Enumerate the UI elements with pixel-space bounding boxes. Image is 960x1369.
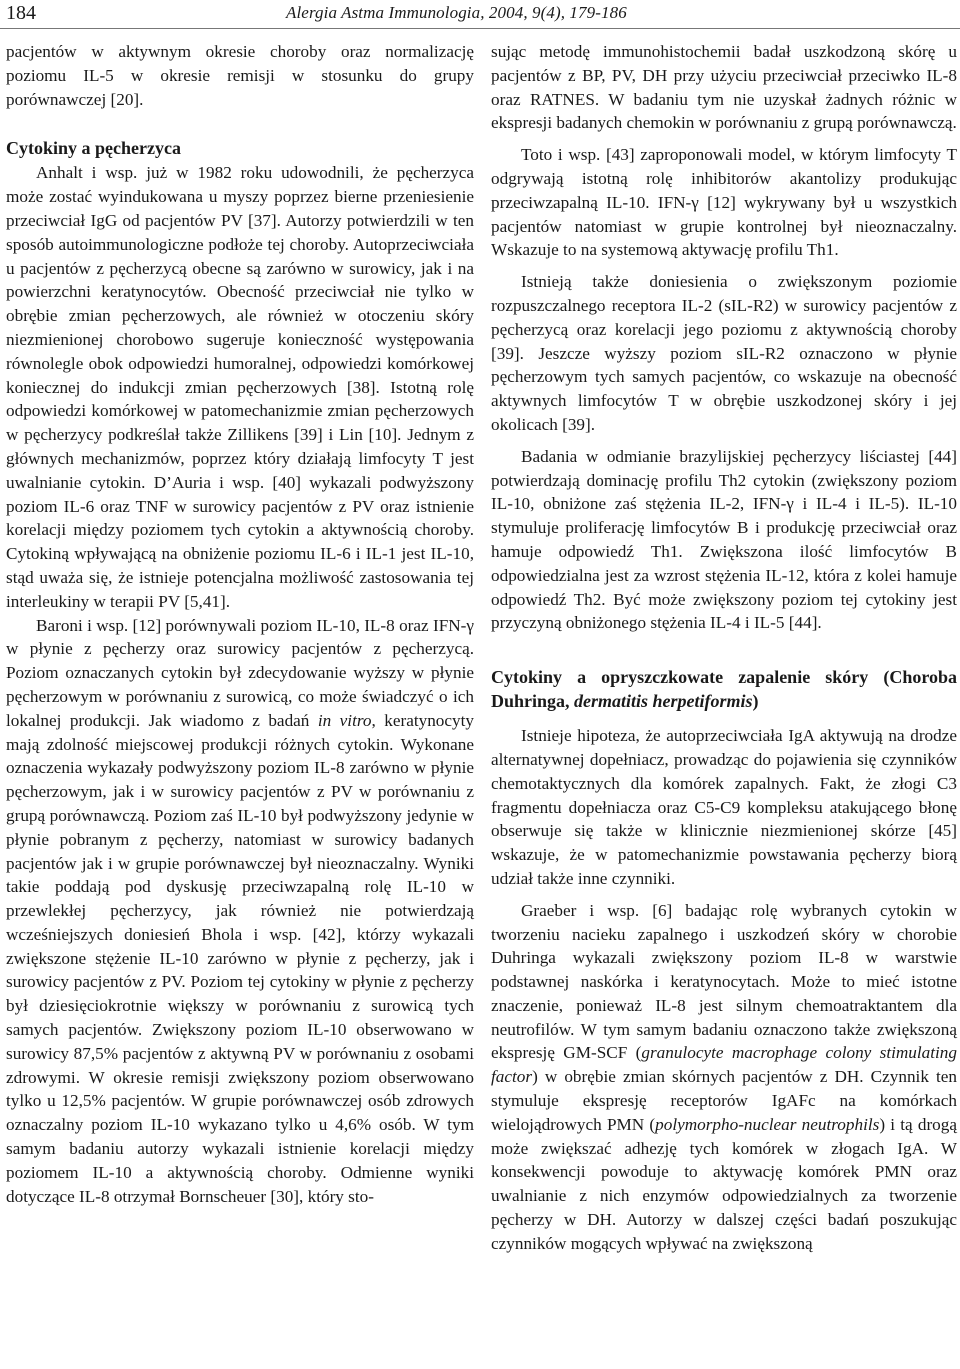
right-column [491,40,957,1256]
page-number: 184 [6,2,36,24]
header-divider [0,28,960,29]
section-heading-dermatitis [491,665,957,713]
paragraph: Istnieje hipoteza, że autoprzeciwciała IgA aktywują na drodze alternatywnej dopełniacz, prowadząc do pojawienia się czynników chemotaktycznych dla komórek zapalnych. Fakt, że złogi C3 fragmentu dopełniacza oraz C5-C9 kompleksu atakującego błonę obserwuje się także w klinicznie niezmienionej skórze [45] wskazuje, że w patomechanizmie powstawania pęcherzy biorą udział także inne czynniki. [491,726,957,888]
paragraph: Badania w odmianie brazylijskiej pęcherzycy liściastej [44] potwierdzają dominację profilu Th2 cytokin (zwiększony poziom IL-10, obniżone zaś stężenia IL-2, IFN-γ i IL-4 i IL-5). IL-10 stymuluje proliferację limfocytów B i produkcję przeciwciał oraz hamuje odpowiedź Th1. Zwiększona ilość limfocytów B odpowiedzialna jest za wzrost stężenia IL-12, która z kolei hamuje odpowiedź Th2. Być może zwiększony poziom tej cytokiny jest przyczyną obniżonego stężenia IL-4 i IL-5 [44]. [491,446,957,633]
paragraph [6,614,474,1209]
italic-term: polymorpho-nuclear neutrophils [655,1114,880,1134]
paragraph: Istnieją także doniesienia o zwiększonym poziomie rozpuszczalnego receptora IL-2 (sIL-R2) w surowicy pacjentów z pęcherzycą oraz korelacji jego poziomu z aktywnością choroby [39]. Jeszcze wyższy poziom sIL-R2 oznaczono w płynie pęcherzowym tych samych pacjentów, co wskazuje na obecność aktywnych limfocytów T w obrębie uszkodzonej skóry i jej okolicach [39]. [491,272,957,434]
heading-text: ) [752,691,759,712]
paragraph-text: ) i tą drogą może zwiększać adhezję tych komórek w złogach IgA. W konsekwencji powoduje to aktywację komórek PMN oraz uwalnianie z nich enzymów odpowiedzialnych za tworzenie pęcherzy w DH. Autorzy w dalszej części badań poszukując czynników mogących wpływać na zwiększoną [491,1114,957,1253]
paragraph: Toto i wsp. [43] zaproponowali model, w którym limfocyty T odgrywają istotną rolę inhibitorów akantolizy produkując przeciwzapalną IL-10. IFN-γ [12] wykrywany był u wszystkich pacjentów natomiast w grupie kontrolnej był nieoznaczalny. Wskazuje to na systemową aktywację profilu Th1. [491,145,957,260]
paragraph-text: Baroni i wsp. [12] porównywali poziom IL-10, IL-8 oraz IFN-γ w płynie z pęcherzy oraz surowicy pacjentów z pęcherzycą. Poziom oznaczanych cytokin był zdecydowanie wyższy w płynie pęcherzowym w porównaniu z surowicą, co może świadczyć o ich lokalnej produkcji. Jak wiadomo z badań [6,615,474,730]
paragraph: sując metodę immunohistochemii badał uszkodzoną skórę u pacjentów z BP, PV, DH przy użyciu przeciwciał przeciwko IL-8 oraz RATNES. W badaniu tym nie uzyskał żadnych różnic w ekspresji badanych chemokin w porównaniu z grupą porównawczą. [491,42,957,133]
paragraph [491,899,957,1256]
paragraph: pacjentów w aktywnym okresie choroby oraz normalizację poziomu IL-5 w okresie remisji w stosunku do grupy porównawczej [20]. [6,42,474,109]
italic-term: dermatitis herpetiformis [574,691,753,712]
italic-term: granulocyte macrophage colony stimulating factor [491,1043,957,1087]
section-heading-pemphigus: Cytokiny a pęcherzyca [6,138,181,159]
paragraph: Anhalt i wsp. już w 1982 roku udowodnili, że pęcherzyca może zostać wyindukowana u myszy poprzez bierne przeniesienie przeciwciał IgG od pacjentów PV [37]. Autorzy potwierdzili w ten sposób autoimmunologiczne podłoże tej choroby. Autoprzeciwciała u pacjentów z pęcherzycą obecne są zarówno w surowicy, jak i na powierzchni keratynocytów. Obecność przeciwciał nie tylko w obrębie zmian pęcherzowych, ale również w otoczeniu skóry niezmienionej chorobowo sugeruje konieczność występowania równolegle obok odpowiedzi humoralnej, odpowiedzi komórkowej koniecznej do indukcji zmian pęcherzowych [38]. Istotną rolę odpowiedzi komórkowej w patomechanizmie zmian pęcherzowych w pęcherzycy podkreślał także Zillikens [39] i Lin [10]. Jednym z głównych mechanizmów, poprzez który działają limfocyty T jest uwalnianie cytokin. D’Auria i wsp. [40] wykazali podwyższony poziom IL-6 oraz TNF w surowicy pacjentów z PV oraz istnienie korelacji między poziomem tych cytokin a aktywnością choroby. Cytokiną wpływającą na obniżenie poziomu IL-6 i IL-1 jest IL-10, stąd uważa się, że istnieje potencjalna możliwość zastosowania tej interleukiny w terapii PV [5,41]. [6,163,474,611]
paragraph-text: , keratynocyty mają zdolność miejscowej produkcji różnych cytokin. Wykonane oznaczenia wykazały podwyższony poziom IL-8 zarówno w płynie pęcherzowym, jak i w surowicy pacjentów z PV w porównaniu z grupą porównawczą. Poziom zaś IL-10 był podwyższony jedynie w płynie pobranym z pęcherzy, natomiast w surowicy badanych pacjentów jak i w grupie porównawczej był nieoznaczalny. Wyniki takie poddają pod dyskusję przeciwzapalną rolę IL-10 w przewlekłej pęcherzycy, jak również nie potwierdzają wcześniejszych doniesień Bhola i wsp. [42], którzy wykazali zwiększone stężenie IL-10 zarówno w płynie z pęcherzy, jak i surowicy pacjentów z PV. Poziom tej cytokiny w płynie z pęcherzy był dziesięciokrotnie większy w porównaniu z surowicą tych samych pacjentów. Zwiększony poziom IL-10 obserwowano w surowicy 87,5% pacjentów z aktywną PV w porównaniu z osobami zdrowymi. W okresie remisji zwiększony poziom obserwowano tylko u 12,5% pacjentów. W grupie porównawczej osób zdrowych oznaczalny poziom IL-10 wykazano tylko u 4,6% osób. W tym samym badaniu autorzy wykazali istnienie korelacji między poziomem IL-10 a aktywnością choroby. Odmienne wyniki dotyczące IL-8 otrzymał Bornscheuer [30], który sto- [6,710,474,1206]
paragraph-text: ) w obrębie zmian skórnych pacjentów z DH. Czynnik ten stymuluje ekspresję receptorów IgAFc na komórkach wielojądrowych PMN ( [491,1067,957,1134]
left-column [6,40,474,1208]
journal-citation: Alergia Astma Immunologia, 2004, 9(4), 179-186 [286,3,627,22]
heading-text: Cytokiny a opryszczkowate zapalenie skóry (Choroba Duhringa, [491,667,957,712]
italic-term: in vitro [317,710,372,730]
paragraph-text: Graeber i wsp. [6] badając rolę wybranych cytokin w tworzeniu nacieku zapalnego i uszkodzeń skóry w chorobie Duhringa wykazali zwiększony poziom IL-8 w warstwie podstawnej naskórka i keratynocytach. Może to mieć istotne znaczenie, ponieważ IL-8 jest silnym chemoatraktantem dla neutrofilów. W tym samym badaniu oznaczono także zwiększoną ekspresję GM-SCF ( [491,900,957,1063]
page-header [0,0,960,32]
